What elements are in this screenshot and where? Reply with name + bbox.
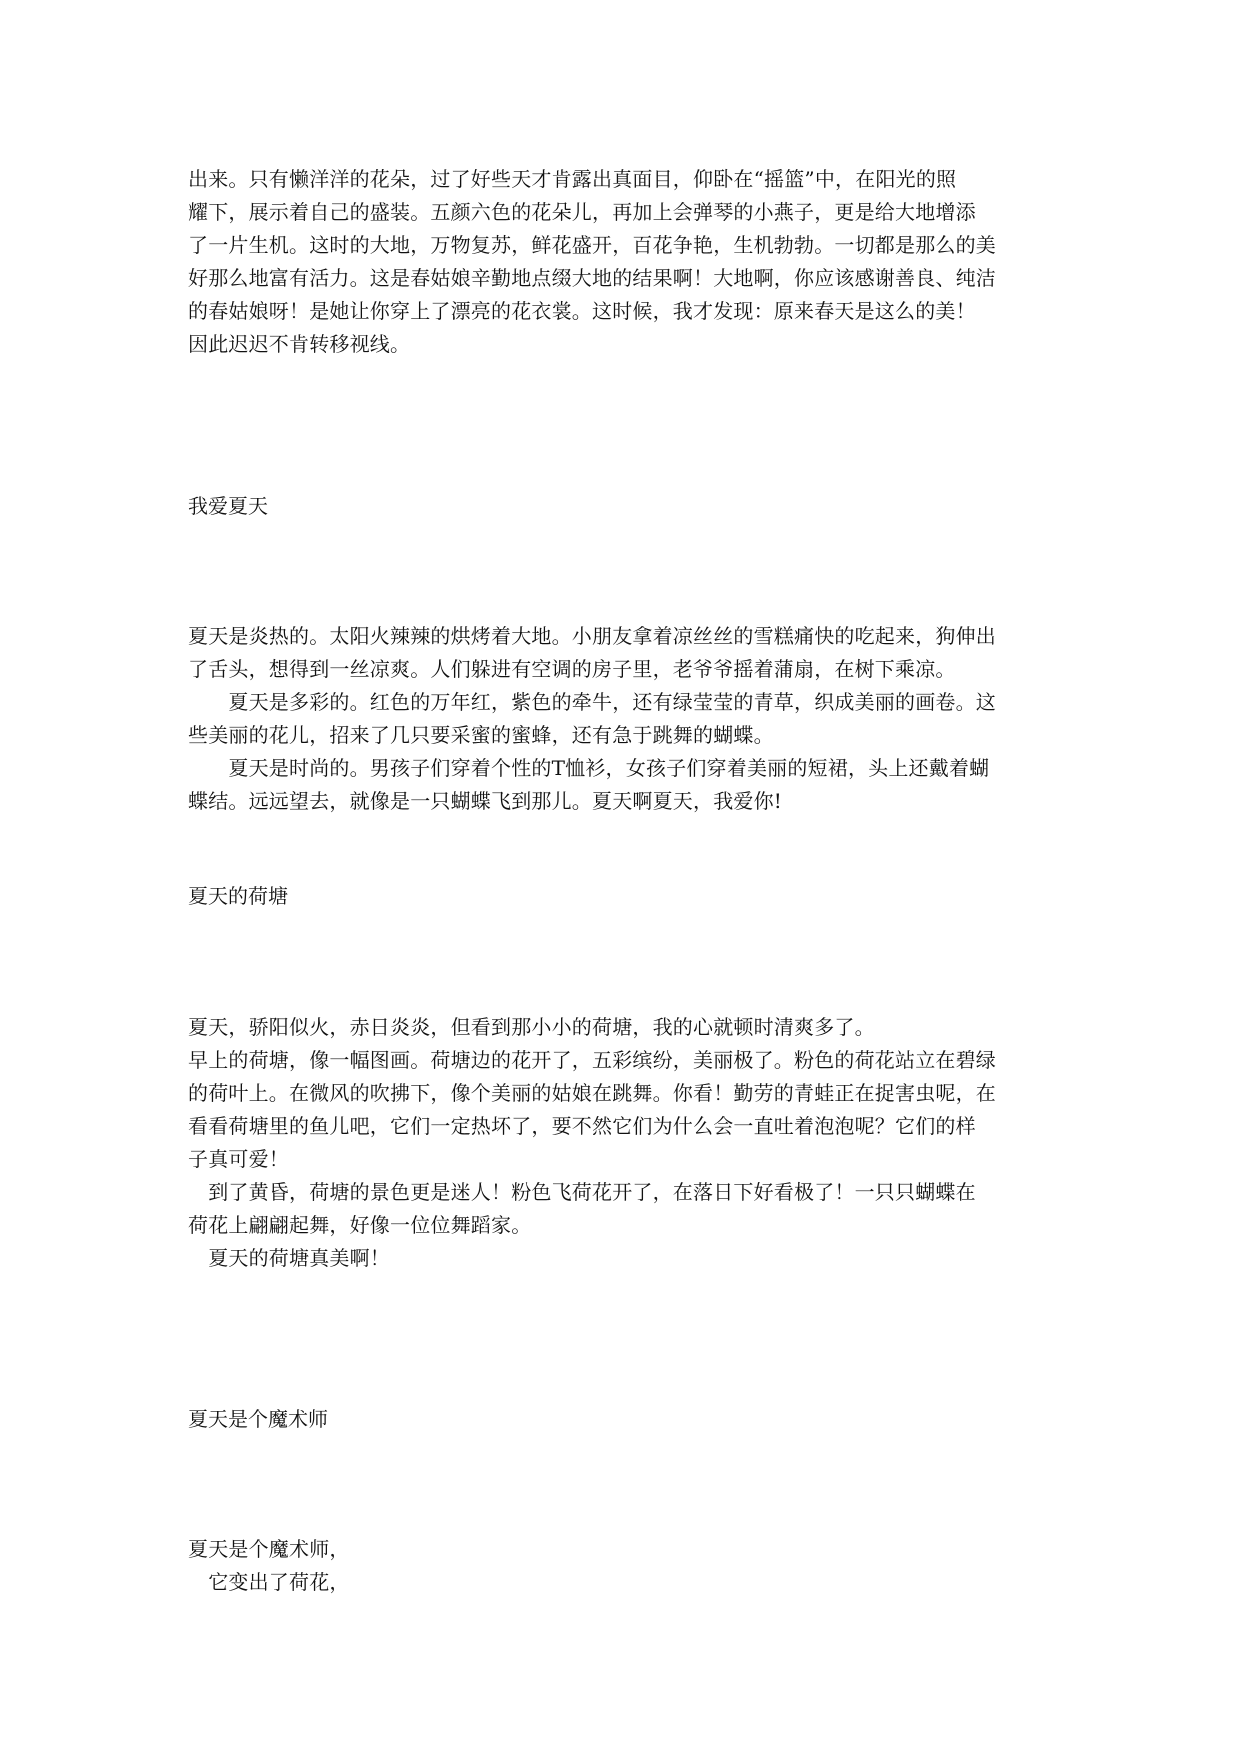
text-line: 夏天是时尚的。男孩子们穿着个性的T恤衫，女孩子们穿着美丽的短裙，头上还戴着蝴 xyxy=(188,756,990,780)
text-line: 耀下，展示着自己的盛装。五颜六色的花朵儿，再加上会弹琴的小燕子，更是给大地增添 xyxy=(188,200,976,224)
text-line: 到了黄昏，荷塘的景色更是迷人！粉色飞荷花开了，在落日下好看极了！一只只蝴蝶在 xyxy=(188,1180,976,1204)
text-line: 荷花上翩翩起舞，好像一位位舞蹈家。 xyxy=(188,1213,532,1237)
text-line: 看看荷塘里的鱼儿吧，它们一定热坏了，要不然它们为什么会一直吐着泡泡呢？它们的样 xyxy=(188,1114,976,1138)
paragraph-summer-lotus-pond xyxy=(188,1011,1062,1275)
text-line: 子真可爱！ xyxy=(188,1147,289,1171)
text-line: 的春姑娘呀！是她让你穿上了漂亮的花衣裳。这时候，我才发现：原来春天是这么的美！ xyxy=(188,299,976,323)
text-line: 了舌头，想得到一丝凉爽。人们躲进有空调的房子里，老爷爷摇着蒲扇，在树下乘凉。 xyxy=(188,657,956,681)
text-line: 因此迟迟不肯转移视线。 xyxy=(188,332,411,356)
essay-title-summer-lotus-pond: 夏天的荷塘 xyxy=(188,884,288,908)
text-line: 夏天，骄阳似火，赤日炎炎，但看到那小小的荷塘，我的心就顿时清爽多了。 xyxy=(188,1015,875,1039)
text-line: 它变出了荷花， xyxy=(188,1570,350,1594)
text-line: 出来。只有懒洋洋的花朵，过了好些天才肯露出真面目，仰卧在“摇篮”中，在阳光的照 xyxy=(188,167,957,191)
text-line: 夏天是个魔术师， xyxy=(188,1537,350,1561)
text-line: 了一片生机。这时的大地，万物复苏，鲜花盛开，百花争艳，生机勃勃。一切都是那么的美 xyxy=(188,233,996,257)
text-line: 早上的荷塘，像一幅图画。荷塘边的花开了，五彩缤纷，美丽极了。粉色的荷花站立在碧绿 xyxy=(188,1048,996,1072)
text-line: 的荷叶上。在微风的吹拂下，像个美丽的姑娘在跳舞。你看！勤劳的青蛙正在捉害虫呢，在 xyxy=(188,1081,996,1105)
essay-title-i-love-summer: 我爱夏天 xyxy=(188,494,268,518)
text-line: 好那么地富有活力。这是春姑娘辛勤地点缀大地的结果啊！大地啊，你应该感谢善良、纯洁 xyxy=(188,266,996,290)
paragraph-i-love-summer xyxy=(188,620,1062,818)
text-line: 夏天的荷塘真美啊！ xyxy=(188,1246,390,1270)
paragraph-spring-ending xyxy=(188,163,1062,361)
text-line: 些美丽的花儿，招来了几只要采蜜的蜜蜂，还有急于跳舞的蝴蝶。 xyxy=(188,723,774,747)
paragraph-summer-magician xyxy=(188,1533,1062,1599)
text-line: 蝶结。远远望去，就像是一只蝴蝶飞到那儿。夏天啊夏天，我爱你! xyxy=(188,789,783,813)
text-line: 夏天是炎热的。太阳火辣辣的烘烤着大地。小朋友拿着凉丝丝的雪糕痛快的吃起来，狗伸出 xyxy=(188,624,996,648)
essay-title-summer-magician: 夏天是个魔术师 xyxy=(188,1407,328,1431)
text-line: 夏天是多彩的。红色的万年红，紫色的牵牛，还有绿莹莹的青草，织成美丽的画卷。这 xyxy=(188,690,996,714)
